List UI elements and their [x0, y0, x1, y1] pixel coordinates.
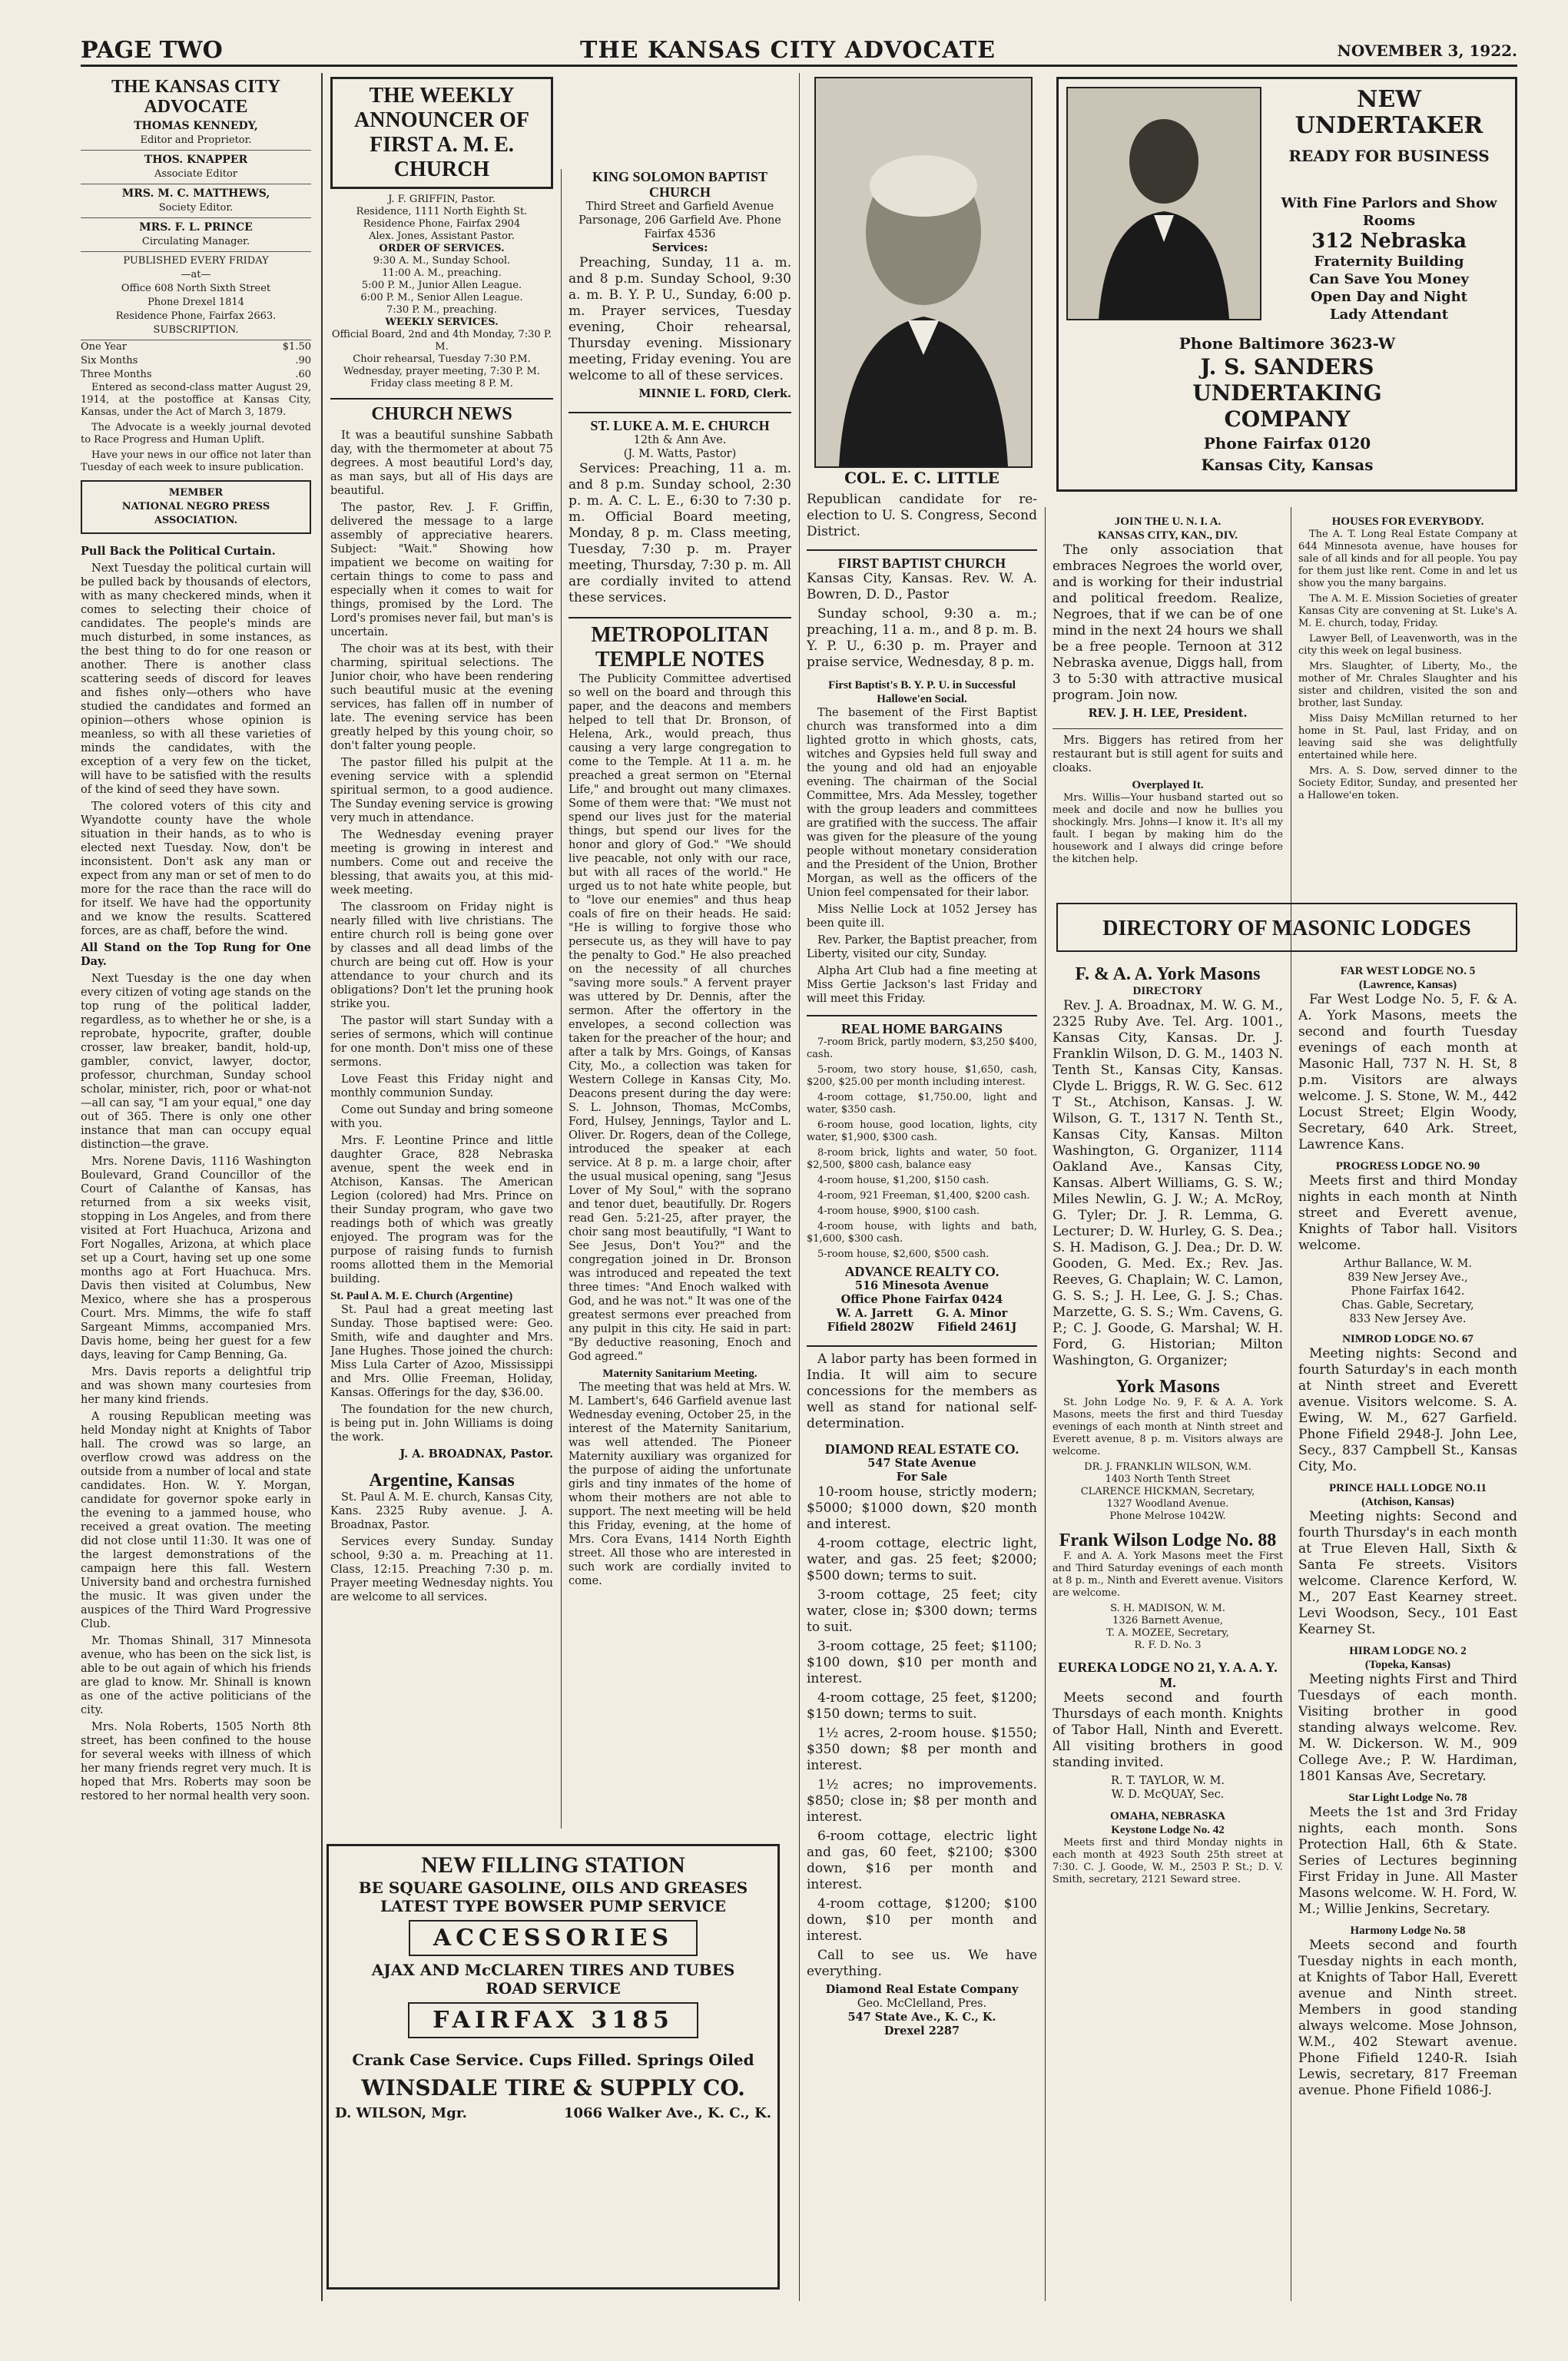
hiram-title: HIRAM LODGE NO. 2 [1349, 1645, 1467, 1657]
hiram-subtitle: (Topeka, Kansas) [1364, 1659, 1451, 1671]
stpaul-paragraph: St. Paul had a great meeting last Sunday. Those baptised were: Geo. Smith, wife and daughter and Mrs. Jane Hughes. Those joined the church: Miss Lula Carter of Azoo, Mississippi and Mrs. Ollie Freeman, Holiday, Kansas. Offerings for the day, $36.00. [330, 1304, 553, 1399]
subscription-table: One Year $1.50 Six Months .90 Three Months .60 [81, 341, 311, 380]
page-header [81, 34, 1517, 67]
farwest-title: FAR WEST LODGE NO. 5 [1340, 965, 1476, 977]
masthead-staff-1: THOMAS KENNEDY, Editor and Proprietor. [81, 117, 311, 151]
undertaker-company: Phone Baltimore 3623-W J. S. SANDERS UNDERTAKING COMPANY Phone Fairfax 0120 Kansas City, Kansas [1178, 334, 1396, 474]
social-paragraph: Mr. Thomas Shinall, 317 Minnesota avenue, who has been on the sick list, is able to be out again of which his friends are glad to know. Mr. Shinall is known as one of the active politicians of the city. [81, 1635, 311, 1716]
listing: 4-room cottage, $1200; $100 down, $10 per month and interest. [807, 1896, 1037, 1944]
diamond-address2: 547 State Ave., K. C., K. [847, 2011, 996, 2024]
farwest-subtitle: (Lawrence, Kansas) [1358, 979, 1457, 991]
metropolitan-title: METROPOLITAN TEMPLE NOTES [569, 617, 791, 672]
york-masons-2-paragraph: St. John Lodge No. 9, F. & A. A. York Masons, meets the first and third Tuesday evenings of each month at Ninth street and Everett avenue, 8 p. m. Visitors always are welcome. [1053, 1397, 1283, 1457]
column-masonic-b [1298, 964, 1517, 2293]
overplayed-heading: Overplayed It. [1132, 779, 1204, 791]
king-solomon-paragraph: Preaching, Sunday, 11 a. m. and 8 p.m. Sunday School, 9:30 a. m. B. Y. P. U., Sunday, 6:00 p. m. Prayer services, Tuesday evening, Choir rehearsal, Thursday evening. Missionary meeting, Friday evening. You are welcome to all of these services. [569, 255, 791, 383]
st-luke-address: 12th & Ann Ave. [633, 434, 727, 446]
listing: Call to see us. We have everything. [807, 1948, 1037, 1979]
omaha-subtitle: Keystone Lodge No. 42 [1111, 1824, 1225, 1836]
york-masons-2-title: York Masons [1116, 1377, 1220, 1397]
advance-realty-phones: Fifield 2802W Fifield 2461J [827, 1321, 1017, 1334]
listing: 4-room house, $900, $100 cash. [817, 1205, 980, 1217]
progress-signature: Arthur Ballance, W. M. 839 New Jersey Ave., Phone Fairfax 1642. Chas. Gable, Secretary, 833 New Jersey Ave. [1341, 1258, 1474, 1325]
church-news-paragraph: Love Feast this Friday night and monthly communion Sunday. [330, 1073, 553, 1099]
accessories-banner: ACCESSORIES [409, 1920, 698, 1956]
listing: 4-room cottage, electric light, water, and gas. 25 feet; $2000; $500 down; terms to suit. [807, 1536, 1037, 1583]
directory-label: DIRECTORY [1132, 985, 1203, 997]
nimrod-paragraph: Meeting nights: Second and fourth Saturday's in each month at Ninth street and Everett avenue. Visitors welcome. S. A. Ewing, W. M., 627 Garfield. Phone Fifield 2948-J. John Lee, Secy., 837 Campbell St., Kansas City, Mo. [1298, 1346, 1517, 1474]
filling-station-tires: AJAX AND McCLAREN TIRES AND TUBES [371, 1961, 735, 1979]
social-paragraph: Miss Nellie Lock at 1052 Jersey has been quite ill. [807, 904, 1037, 930]
listing: 3-room cottage, 25 feet; $1100; $100 down, $10 per month and interest. [807, 1639, 1037, 1686]
announcer-title: THE WEEKLY ANNOUNCER OF FIRST A. M. E. CHURCH [354, 84, 529, 181]
houses-paragraph: The A. T. Long Real Estate Company at 644 Minnesota avenue, have houses for sale of all kinds and for all people. You pay for them just like rent. Come in and let us show you the many bargains. [1298, 529, 1517, 589]
listing: 7-room Brick, partly modern, $3,250 $400, cash. [807, 1036, 1037, 1060]
prince-hall-subtitle: (Atchison, Kansas) [1361, 1496, 1454, 1508]
social-paragraph: Rev. Parker, the Baptist preacher, from Liberty, visited our city, Sunday. [807, 934, 1037, 960]
undertaker-headline: NEW UNDERTAKER READY FOR BUSINESS [1288, 86, 1490, 165]
society-paragraph: Miss Daisy McMillan returned to her home in St. Paul, last Friday, and on leaving said she was delightfully entertained while here. [1298, 713, 1517, 761]
unia-signature: REV. J. H. LEE, President. [1088, 707, 1248, 720]
diamond-for-sale: For Sale [896, 1471, 948, 1484]
unia-paragraph: The only association that embraces Negroes the world over, and is working for their industrial and political freedom. Realize, Negroes, that if we can be of one mind in the next 24 hours we shall be a free people. Ternoon at 312 Nebraska avenue, Diggs hall, from 3 to 5:30 with attractive musical program. Join now. [1053, 542, 1283, 703]
social-paragraph: Mrs. Nola Roberts, 1505 North 8th street, has been confined to the house for several weeks with illness of which her many friends regret very much. It is hoped that Mrs. Roberts may soon be restored to her normal health very soon. [81, 1721, 311, 1802]
social-paragraph: Alpha Art Club had a fine meeting at Miss Gertie Jackson's last Friday and will meet this Friday. [807, 965, 1037, 1005]
filling-station-ad [327, 1844, 780, 2290]
portrait-little-text: Republican candidate for re-election to U. S. Congress, Second District. [807, 492, 1037, 539]
listing: 4-room house, $1,200, $150 cash. [817, 1175, 990, 1186]
church-news-paragraph: The Wednesday evening prayer meeting is growing in interest and numbers. Come out and receive the blessing, that awaits you, at this mid-week meeting. [330, 829, 553, 897]
progress-paragraph: Meets first and third Monday nights in each month at Ninth street and Everett avenue, Knights of Tabor hall. Visitors welcome. [1298, 1173, 1517, 1253]
column-rule [799, 73, 800, 2301]
argentine-title: Argentine, Kansas [369, 1471, 515, 1491]
social-paragraph: The basement of the First Baptist church was transformed into a dim lighted grotto in which ghosts, cats, witches and Gypsies held full sway and the young and old had an enjoyable evening. The chairman of the Social Committee, Mrs. Ada Messley, together with the group leaders and committees are gratified with the success. The affair was given for the pleasure of the young people without monetary consideration and the President of the Union, Brother Morgan, as well as the officers of the Union feel compensated for their labor. [807, 707, 1037, 899]
church-news-paragraph: The pastor filled his pulpit at the evening service with a splendid spiritual sermon, to a good audience. The Sunday evening service is growing very much in attendance. [330, 757, 553, 824]
filling-station-services: Crank Case Service. Cups Filled. Springs Oiled [352, 2051, 754, 2069]
masthead-staff-2: THOS. KNAPPER Associate Editor [81, 151, 311, 184]
undertaker-image [1068, 88, 1260, 319]
issue-date: NOVEMBER 3, 1922. [1337, 41, 1517, 60]
first-baptist-address: Kansas City, Kansas. Rev. W. A. Bowren, D. D., Pastor [807, 571, 1037, 602]
editorial-heading-2: All Stand on the Top Rung for One Day. [81, 941, 311, 968]
listing: 4-room, 921 Freeman, $1,400, $200 cash. [817, 1190, 1030, 1202]
portrait-little [814, 77, 1033, 468]
column-rule [321, 73, 323, 2301]
eureka-paragraph: Meets second and fourth Thursdays of each month. Knights of Tabor Hall, Ninth and Everett. All visiting brothers in good standing invited. [1053, 1690, 1283, 1770]
filling-station-title: NEW FILLING STATION [421, 1852, 685, 1878]
unia-subtitle: KANSAS CITY, KAN., DIV. [1097, 529, 1238, 542]
listing: 10-room house, strictly modern; $5000; $1000 down, $20 month and interest. [807, 1484, 1037, 1532]
church-news-signature: J. A. BROADNAX, Pastor. [399, 1447, 553, 1461]
column-churches-2 [569, 169, 791, 1829]
church-news-paragraph: The pastor will start Sunday with a series of sermons, which will continue for one month. Don't miss one of these sermons. [330, 1015, 553, 1069]
member-badge: MEMBER NATIONAL NEGRO PRESS ASSOCIATION. [81, 480, 311, 534]
listing: 4-room house, with lights and bath, $1,600, $300 cash. [807, 1221, 1037, 1245]
society-paragraph: Mrs. A. S. Dow, served dinner to the Society Editor, Sunday, and presented her a Hallowe'en token. [1298, 765, 1517, 801]
st-luke-pastor: (J. M. Watts, Pastor) [623, 448, 737, 460]
filling-station-company: WINSDALE TIRE & SUPPLY CO. [361, 2075, 745, 2101]
advance-realty-name: ADVANCE REALTY CO. [844, 1264, 999, 1279]
masthead-staff-3: MRS. M. C. MATTHEWS, Society Editor. [81, 184, 311, 218]
st-luke-title: ST. LUKE A. M. E. CHURCH [569, 412, 791, 433]
argentine-paragraph: St. Paul A. M. E. church, Kansas City, Kans. 2325 Ruby avenue. J. A. Broadnax, Pastor. [330, 1491, 553, 1531]
church-news-paragraph: The choir was at its best, with their charming, spiritual selections. The Junior choir, who have been rendering such beautiful music at the evening services, has fallen off in number of late. The evening service has been greatly helped by this young choir, so don't falter young people. [330, 643, 553, 752]
column-unia [1053, 515, 1283, 891]
editorial-paragraph: Next Tuesday the political curtain will be pulled back by thousands of electors, with as many checkered minds, when it comes to selecting their choice of candidates. The people's minds are much disturbed, in some instances, as the best thing to do for one reason or another. There is another class scattering seeds of discord for leaves and fishes only—others who have studied the candidates and formed an opinion—others whose opinion is meanless, so with all these varieties of minds the candidates, with the exception of a very few on the ticket, will have to be satisfied with the results of the kind of seed they have sown. [81, 562, 311, 796]
diamond-company: Diamond Real Estate Company [825, 1983, 1019, 1996]
king-solomon-services-label: Services: [651, 241, 708, 254]
advance-realty-agents: W. A. Jarrett G. A. Minor [836, 1307, 1008, 1320]
frank-wilson-paragraph: F. and A. A. York Masons meet the First and Third Saturday evenings of each month at 8 p. m., Ninth and Everett avenue. Visitors are welcome. [1053, 1550, 1283, 1599]
stpaul-heading: St. Paul A. M. E. Church (Argentine) [330, 1290, 513, 1302]
social-paragraph: Mrs. Norene Davis, 1116 Washington Boulevard, Grand Councillor of the Court of Calanthe of Kansas, has returned from a six weeks visit, stopping in Los Angeles, and from there visited at Fort Huachuca, Arizona and Fort Nogalles, Arizona, at which place set up a Court, having set up one some months ago at Fort Huachuca. Mrs. Davis then visited at Columbus, New Mexico, where she has a prosperous Court. Mrs. Mimms, the wife fo staff Sargeant Mimms, accompanied Mrs. Davis home, being her guest for a few days, leaving for Camp Benning, Ga. [81, 1156, 311, 1361]
masonic-directory-title: DIRECTORY OF MASONIC LODGES [1056, 903, 1517, 952]
listing: 3-room cottage, 25 feet; city water, close in; $300 down; terms to suit. [807, 1587, 1037, 1635]
listing: 5-room, two story house, $1,650, cash, $200, $25.00 per month including interest. [807, 1064, 1037, 1088]
harmony-title: Harmony Lodge No. 58 [1350, 1925, 1466, 1937]
social-paragraph: A rousing Republican meeting was held Monday night at Knights of Tabor hall. The crowd was so large, an overflow crowd was address on the outside from a number of local and state candidates. Hon. W. Y. Morgan, candidate for governor spoke early in the evening to a jammed house, who received a great ovation. The meeting did not close until 11:30. It was one of the largest demonstrations of the campaign here this fall. Western University band and orchestra furnished the music. It was given under the auspices of the Third Ward Progressive Club. [81, 1411, 311, 1630]
st-luke-paragraph: Services: Preaching, 11 a. m. and 8 p.m. Sunday school, 2:30 p. m. A. C. L. E., 6:30 to 7:30 p. m. Official Board meeting, Monday, 8 p. m. Class meeting, Tuesday, 7:30 p. m. Prayer meeting, Thursday, 7:30 p. m. All are cordially invited to attend these services. [569, 461, 791, 605]
labor-party-paragraph: A labor party has been formed in India. It will aim to secure concessions for the members as well as stand for national self-determination. [807, 1345, 1037, 1432]
weekly-note: The Advocate is a weekly journal devoted to Race Progress and Human Uplift. [81, 422, 311, 446]
news-note: Have your news in our office not later than Tuesday of each week to insure publication. [81, 449, 311, 473]
progress-title: PROGRESS LODGE NO. 90 [1335, 1160, 1480, 1172]
filling-station-phone: FAIRFAX 3185 [408, 2002, 698, 2038]
maternity-heading: Maternity Sanitarium Meeting. [602, 1368, 757, 1380]
church-news-paragraph: The classroom on Friday night is nearly filled with live christians. The entire church roll is being gone over by classes and all dead limbs of the church are being cut off. How is your attendance to your church and its obligations? Don't let the pruning hook strike you. [330, 901, 553, 1010]
church-news-paragraph: The pastor, Rev. J. F. Griffin, delivered the message to a large assembly of appreciative hearers. Subject: "Wait." Showing how impatient we become on waiting for certain things to come to pass and especially when it comes to wait for things, promised by the Lord. The Lord's promises never fail, but man's is uncertain. [330, 502, 553, 638]
society-paragraph: Mrs. Slaughter, of Liberty, Mo., the mother of Mr. Chrales Slaughter and his sister and children, visited the son and brother, last Sunday. [1298, 661, 1517, 709]
column-editorial [81, 77, 311, 2297]
masthead-office: PUBLISHED EVERY FRIDAY —at— Office 608 North Sixth Street Phone Drexel 1814 Residence Phone, Fairfax 2663. SUBSCRIPTION. [81, 252, 311, 340]
diamond-president: Geo. McClelland, Pres. [857, 1998, 987, 2010]
listing: 4-room cottage, 25 feet, $1200; $150 down; terms to suit. [807, 1690, 1037, 1722]
masthead-title: THE KANSAS CITY ADVOCATE [111, 77, 281, 117]
paper-name: THE KANSAS CITY ADVOCATE [580, 37, 996, 64]
portrait-little-caption: COL. E. C. LITTLE [844, 469, 999, 487]
real-home-title: REAL HOME BARGAINS [807, 1015, 1037, 1036]
announcer-box [330, 77, 553, 189]
listing: 5-room house, $2,600, $500 cash. [817, 1248, 990, 1260]
listing: 8-room brick, lights and water, 50 foot. $2,500, $800 cash, balance easy [807, 1147, 1037, 1171]
advance-realty-office: Office Phone Fairfax 0424 [840, 1293, 1003, 1306]
editorial-heading-1: Pull Back the Political Curtain. [81, 545, 276, 558]
overplayed-paragraph: Mrs. Willis—Your husband started out so meek and docile and now he bullies you shockingly. Mrs. Johns—I know it. It's all my fault. I began by making him do the housework and I always did cringe before the kitchen help. [1053, 792, 1283, 865]
listing: 6-room cottage, electric light and gas, 60 feet, $2100; $300 down, $16 per month and interest. [807, 1829, 1037, 1892]
church-news-paragraph: Mrs. F. Leontine Prince and little daughter Grace, 828 Nebraska avenue, spent the week end in Atchison, Kansas. The American Legion (colored) had Mrs. Prince on their Sunday program, who gave two readings both of which was greatly enjoyed. The program was for the purpose of raising funds to furnish rooms allotted them in the Memorial building. [330, 1135, 553, 1285]
social-paragraph: Mrs. Davis reports a delightful trip and was shown many courtesies from her many kind friends. [81, 1366, 311, 1406]
metropolitan-paragraph: The Publicity Committee advertised so well on the board and through this paper, and the deacons and members helped to tell that Dr. Bronson, of Helena, Ark., would preach, thus causing a very large congregation to come to the Temple. At 11 a. m. he preached a great sermon on "Eternal Life," and brought out many climaxes. Some of them were that: "We must not spend our lives just for the material things, but spend our lives for the honor and glory of God." "We should live peacable, not only with our race, but with all races of the world." He urged us to not hate white people, but to "love our enemies" and thus heap coals of fire on their heads. He said: "He is willing to forgive those who persecute us, as they will have to pay the penalty to God." He also preached on the necessity of all churches "saving more souls." A fervent prayer was uttered by Dr. Dennis, after the sermon. After the offertory in the envelopes, a second collection was taken for the preacher of the hour; and after a talk by Mrs. Goings, of Kansas City, Mo., a collection was taken for Western College in Kansas City, Mo. Deacons present during the day were: S. L. Johnson, Thomas, McCombs, Ford, Hulsey, Jennings, Taylor and L. Oliver. Dr. Rogers, dean of the College, introduced the speaker at each service. At 8 p. m. a large choir, after the usual musical opening, sang "Jesus Lover of My Soul," with the soprano and tenor duet, beautifully. Dr. Rogers read Gen. 5:21-25, after prayer, the choir sang most beautifully, "I Want to See Jesus, Don't You?" and the congregation joined in Dr. Bronson was introduced and repeated the text three times: "And Enoch walked with God, and he was not." It was one of the greatest sermons ever preached from any pulpit in this city. He said in part: "By deductive reasoning, Enoch and God agreed." [569, 673, 791, 1363]
page-number: PAGE TWO [81, 37, 223, 64]
column-rule [1045, 507, 1046, 2301]
nimrod-title: NIMROD LODGE NO. 67 [1342, 1333, 1474, 1345]
king-solomon-address: Third Street and Garfield Avenue Parsonage, 206 Garfield Ave. Phone Fairfax 4536 [578, 201, 781, 240]
society-paragraph: The A. M. E. Mission Societies of greater Kansas City are convening at St. Luke's A. M. E. church, today, Friday. [1298, 593, 1517, 629]
editorial-paragraph: Next Tuesday is the one day when every citizen of voting age stands on the top rung of the political ladder, regardless, as to whether he or she, is a reprobate, hypocrite, grafter, double crosser, law breaker, bandit, hold-up, gambler, convict, lawyer, doctor, professor, churchman, Sunday school scholar, minister, rich, poor or what-not—all can say, "I am your equal," one day out of 365. There is only one other instance that man can occupy equal distinction—the grave. [81, 973, 311, 1151]
advance-realty-address: 516 Minesota Avenue [854, 1279, 990, 1292]
king-solomon-title: KING SOLOMON BAPTIST CHURCH [592, 169, 768, 200]
starlight-paragraph: Meets the 1st and 3rd Friday nights, each month. Sons Protection Hall, 6th & State. Series of Lectures beginning First Friday in June. All Master Masons welcome. W. H. Ford, W. M.; Willie Jenkins, Secretary. [1298, 1805, 1517, 1917]
york-masons-title: F. & A. A. York Masons [1075, 964, 1261, 984]
diamond-address: 547 State Avenue [867, 1457, 976, 1470]
eureka-signature: R. T. TAYLOR, W. M. W. D. McQUAY, Sec. [1111, 1775, 1225, 1801]
listing: 1½ acres; no improvements. $850; close in; $8 per month and interest. [807, 1777, 1037, 1825]
filling-station-road: ROAD SERVICE [486, 1979, 621, 1998]
frank-wilson-title: Frank Wilson Lodge No. 88 [1059, 1530, 1277, 1550]
stpaul-paragraph: The foundation for the new church, is being put in. John Williams is doing the work. [330, 1404, 553, 1444]
filling-station-sub2: LATEST TYPE BOWSER PUMP SERVICE [380, 1897, 726, 1915]
prince-hall-paragraph: Meeting nights: Second and fourth Thursday's in each month at True Eleven Hall, Sixth & Santa Fe streets. Visitors welcome. Clarence Kerford, W. M., 207 East Kearney street. Levi Woodson, Secy., 101 East Kearney St. [1298, 1509, 1517, 1637]
listing: 1½ acres, 2-room house. $1550; $350 down; $8 per month and interest. [807, 1726, 1037, 1773]
listing: 4-room cottage, $1,750.00, light and water, $350 cash. [807, 1092, 1037, 1116]
argentine-paragraph: Services every Sunday. Sunday school, 9:30 a. m. Preaching at 11. Class, 12:15. Preaching 7:30 p. m. Prayer meeting Wednesday nights. You are welcome to all services. [330, 1536, 553, 1603]
king-solomon-signature: MINNIE L. FORD, Clerk. [638, 387, 791, 400]
filling-station-footer: D. WILSON, Mgr. 1066 Walker Ave., K. C., K. [335, 2105, 771, 2121]
omaha-paragraph: Meets first and third Monday nights in each month at 4923 South 25th street at 7:30. C. J. Goode, W. M., 2503 P. St.; D. V. Smith, secretary, 2121 Seward stree. [1053, 1837, 1283, 1885]
column-rule [561, 169, 562, 1829]
filling-station-sub1: BE SQUARE GASOLINE, OILS AND GREASES [358, 1879, 748, 1897]
diamond-phone: Drexel 2287 [883, 2024, 960, 2038]
masthead-staff-4: MRS. F. L. PRINCE Circulating Manager. [81, 218, 311, 252]
eureka-title: EUREKA LODGE NO 21, Y. A. A. Y. M. [1058, 1660, 1278, 1690]
entered-note: Entered as second-class matter August 29, 1914, at the postoffice at Kansas City, Kansas, under the Act of March 3, 1879. [81, 382, 311, 418]
undertaker-portrait [1066, 87, 1261, 320]
farwest-paragraph: Far West Lodge No. 5, F. & A. A. York Masons, meets the second and fourth Tuesday evenings of each month at Masonic Hall, 737 N. H. St, 8 p.m. Visitors are always welcome. J. S. Stone, W. M., 442 Locust Street; Elgin Woody, Secretary, 640 Ark. Street, Lawrence Kans. [1298, 992, 1517, 1152]
maternity-paragraph: The meeting that was held at Mrs. W. M. Lambert's, 646 Garfield avenue last Wednesday evening, October 25, in the interest of the Maternity Sanitarium, was well attended. The Pioneer Maternity auxiliary was organized for the purpose of aiding the unfortunate girls and tiny inmates of the home of whom their mothers are not able to support. The next meeting will be held this Friday, evening, at the home of Mrs. Cora Evans, 1414 North Eighth street. All those who are interested in such work are cordially invited to come. [569, 1381, 791, 1587]
york-masons-2-signature: DR. J. FRANKLIN WILSON, W.M. 1403 North Tenth Street CLARENCE HICKMAN, Secretary, 1327 Woodland Avenue. Phone Melrose 1042W. [1080, 1461, 1255, 1522]
society-paragraph: Lawyer Bell, of Leavenworth, was in the city this week on legal business. [1298, 633, 1517, 657]
first-baptist-title: FIRST BAPTIST CHURCH [807, 549, 1037, 571]
church-news-paragraph: Come out Sunday and bring someone with you. [330, 1104, 553, 1130]
unia-title: JOIN THE U. N. I. A. [1114, 516, 1222, 528]
harmony-paragraph: Meets second and fourth Tuesday nights in each month, at Knights of Tabor Hall, Everett avenue and Ninth street. Members in good standing always welcome. Mose Johnson, W.M., 402 Stewart avenue. Phone Fifield 1240-R. Isiah Lewis, secretary, 817 Freeman avenue. Phone Fifield 1086-J. [1298, 1938, 1517, 2098]
hiram-paragraph: Meeting nights First and Third Tuesdays of each month. Visiting brother in good standing always welcome. Rev. M. W. Dickerson. W. M., 909 College Ave.; P. W. Hardiman, 1801 Kansas Ave, Secretary. [1298, 1672, 1517, 1784]
biggers-paragraph: Mrs. Biggers has retired from her restaurant but is still agent for suits and cloaks. [1053, 728, 1283, 775]
prince-hall-title: PRINCE HALL LODGE NO.11 [1328, 1482, 1487, 1494]
church-news-paragraph: It was a beautiful sunshine Sabbath day, with the thermometer at about 75 degrees. A most beautiful Lord's day, as man says, but all of His days are beautiful. [330, 429, 553, 497]
column-baptist [807, 492, 1037, 2290]
editorial-paragraph: The colored voters of this city and Wyandotte county have the whole situation in their hands, as to who is elected next Tuesday. Now, don't be inconsistent. Don't ask any man or expect from any man or set of men to do more for the race than the race will do for itself. We have had the opportunity and we know the results. Scattered forces, are as chaff, before the wind. [81, 801, 311, 937]
column-church [330, 77, 553, 1836]
church-news-title: CHURCH NEWS [330, 398, 553, 424]
listing: 6-room house, good location, lights, city water, $1,900, $300 cash. [807, 1119, 1037, 1143]
announcer-lines: J. F. GRIFFIN, Pastor. Residence, 1111 North Eighth St. Residence Phone, Fairfax 2904 Alex. Jones, Assistant Pastor. ORDER OF SERVICES. 9:30 A. M., Sunday School. 11:00 A. M., preaching. 5:00 P. M., Junior Allen League. 6:00 P. M., Senior Allen League. 7:30 P. M., preaching. WEEKLY SERVICES. Official Board, 2nd and 4th Monday, 7:30 P. M. Choir rehearsal, Tuesday 7:30 P.M. Wednesday, prayer meeting, 7:30 P. M. Friday class meeting 8 P. M. [331, 194, 552, 390]
directory-paragraph: Rev. J. A. Broadnax, M. W. G. M., 2325 Ruby Ave. Tel. Arg. 1001., Kansas City, Kansas. Dr. J. Franklin Wilson, D. G. M., 1403 N. Tenth St., Kansas City, Kansas. Clyde L. Briggs, R. W. G. Sec. 612 T St., Atchison, Kansas. J. W. Wilson, G. T., 1317 N. Tenth St., Kansas City, Kansas. Milton Washington, G. Organizer, 1114 Oakland Ave., Kansas City, Kansas. Albert Williams, G. S. W.; Miles Newlin, G. J. W.; A. McRoy, G. Tyler; Dr. J. R. Lemma, G. Lecturer; D. W. Hurley, G. S. Dea.; S. H. Madison, G. J. Dea.; Dr. D. W. Gooden, G. Med. Ex.; Rev. Jas. Reeves, G. Chaplain; W. C. Lamon, G. S. S.; J. H. Lee, G. J. S.; Chas. Marzette, G. S. S.; Wm. Cavens, G. P.; C. J. Goode, G. Marshal; W. H. Ford, G. Historian; Milton Washington, G. Organizer; [1053, 998, 1283, 1368]
social-heading: First Baptist's B. Y. P. U. in Successful Hallowe'en Social. [828, 679, 1016, 705]
diamond-title: DIAMOND REAL ESTATE CO. [824, 1441, 1019, 1457]
first-baptist-paragraph: Sunday school, 9:30 a. m.; preaching, 11 a. m., and 8 p. m. B. Y. P. U., 6:30 p. m. Prayer and praise service, Wednesday, 8 p. m. [807, 606, 1037, 670]
undertaker-ad [1056, 77, 1517, 492]
frank-wilson-signature: S. H. MADISON, W. M. 1326 Barnett Avenue, T. A. MOZEE, Secretary, R. F. D. No. 3 [1106, 1603, 1229, 1651]
omaha-title: OMAHA, NEBRASKA [1109, 1810, 1225, 1822]
starlight-title: Star Light Lodge No. 78 [1348, 1792, 1467, 1804]
column-masonic-a [1053, 964, 1283, 2293]
portrait-little-image [816, 78, 1031, 466]
undertaker-lines: With Fine Parlors and Show Rooms 312 Nebraska Fraternity Building Can Save You Money Open Day and Night Lady Attendant [1281, 195, 1497, 323]
column-houses [1298, 515, 1517, 891]
houses-title: HOUSES FOR EVERYBODY. [1331, 516, 1484, 528]
